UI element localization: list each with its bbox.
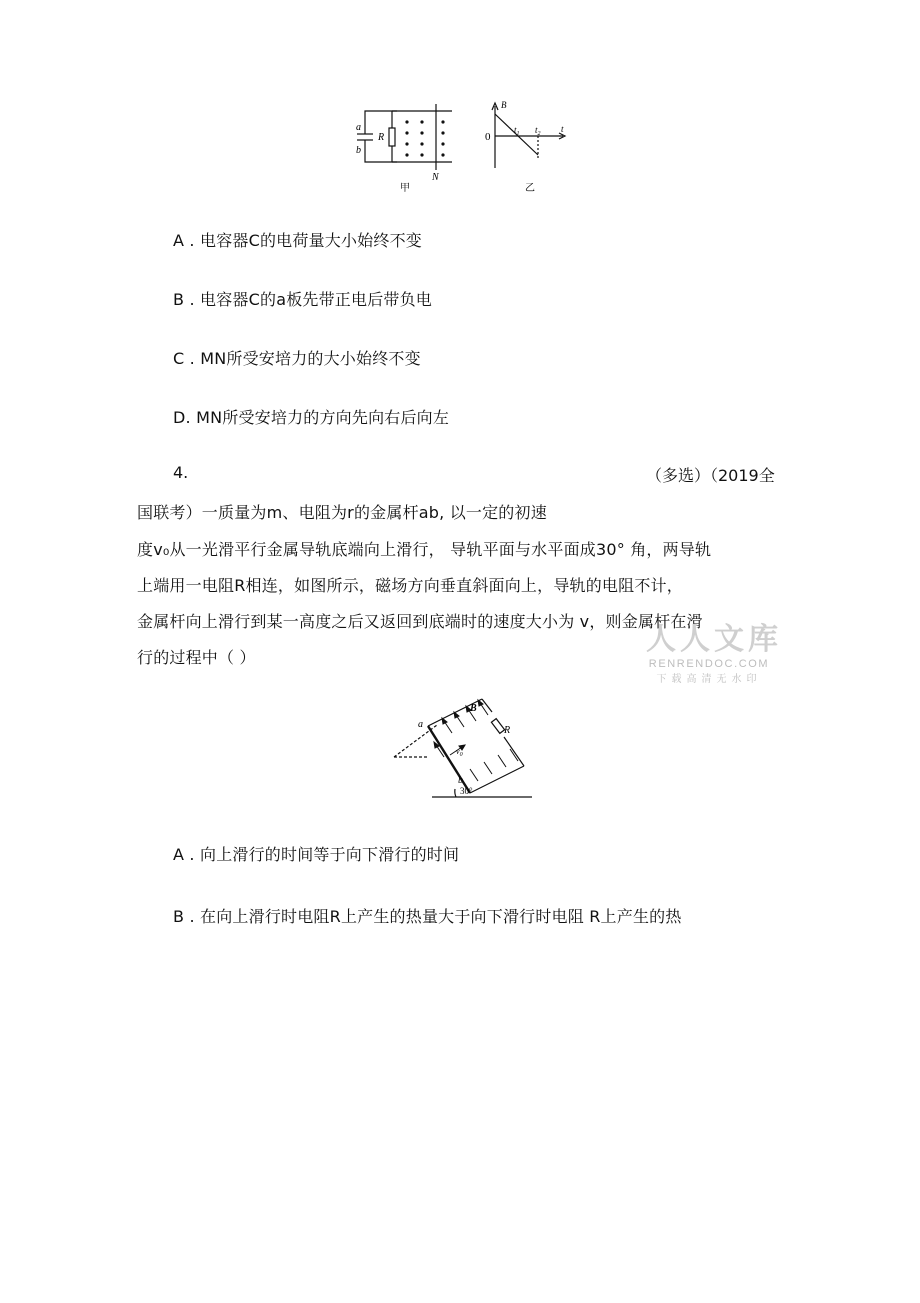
q3-option-b: B . 电容器C的a板先带正电后带负电 xyxy=(173,290,433,309)
q4-tag: （多选）（2019全 xyxy=(646,466,775,485)
axis-t-label: t xyxy=(561,124,564,134)
circuit-diagram xyxy=(357,104,452,170)
b-t-graph xyxy=(492,103,565,168)
q4-number: 4. xyxy=(173,463,189,482)
rail-n-label: N xyxy=(432,172,439,183)
q4-line-5: 行的过程中（ ） xyxy=(137,648,256,667)
field-b-label: B xyxy=(470,703,477,714)
axis-b-label: B xyxy=(501,100,507,110)
watermark xyxy=(646,614,782,685)
q4-option-b: B . 在向上滑行时电阻R上产生的热量大于向下滑行时电阻 R上产生的热 xyxy=(173,907,682,926)
figure-inclined-rails xyxy=(392,697,532,803)
caption-jia: 甲 xyxy=(400,183,410,194)
q4-option-a: A . 向上滑行的时间等于向下滑行的时间 xyxy=(173,845,460,864)
rod-b-label: b xyxy=(458,775,463,786)
watermark-slogan: 下载高清无水印 xyxy=(656,674,762,685)
t1-label: $t_1$ xyxy=(514,125,520,137)
resistor-r-label: R xyxy=(378,132,385,143)
q3-option-d: D. MN所受安培力的方向先向右后向左 xyxy=(173,408,450,427)
resistor-r-label-2: R xyxy=(504,725,511,736)
metal-rod-ab xyxy=(428,726,470,793)
t2-label: $t_2$ xyxy=(535,125,541,137)
velocity-label: $v_0$ xyxy=(456,747,463,758)
q4-line-1: 国联考）一质量为m、电阻为r的金属杆ab, 以一定的初速 xyxy=(137,503,547,522)
angle-label: 30° xyxy=(460,786,473,796)
watermark-title: 人人文库 xyxy=(646,622,782,657)
figure-circuit-and-graph xyxy=(345,96,575,200)
watermark-domain: RENRENDOC.COM xyxy=(648,658,770,670)
caption-yi: 乙 xyxy=(525,183,535,194)
plate-a-label: a xyxy=(356,122,361,133)
q4-line-3: 上端用一电阻R相连，如图所示，磁场方向垂直斜面向上，导轨的电阻不计， xyxy=(137,576,683,595)
q4-line-4: 金属杆向上滑行到某一高度之后又返回到底端时的速度大小为 v，则金属杆在滑 xyxy=(137,612,703,631)
origin-label: 0 xyxy=(485,131,491,143)
q3-option-c: C . MN所受安培力的大小始终不变 xyxy=(173,349,421,368)
q4-line-2: 度v₀从一光滑平行金属导轨底端向上滑行， 导轨平面与水平面成30° 角，两导轨 xyxy=(137,540,712,559)
rod-a-label: a xyxy=(418,719,423,730)
q3-option-a: A . 电容器C的电荷量大小始终不变 xyxy=(173,231,422,250)
plate-b-label: b xyxy=(356,145,361,156)
magnetic-field-dots xyxy=(405,120,444,156)
